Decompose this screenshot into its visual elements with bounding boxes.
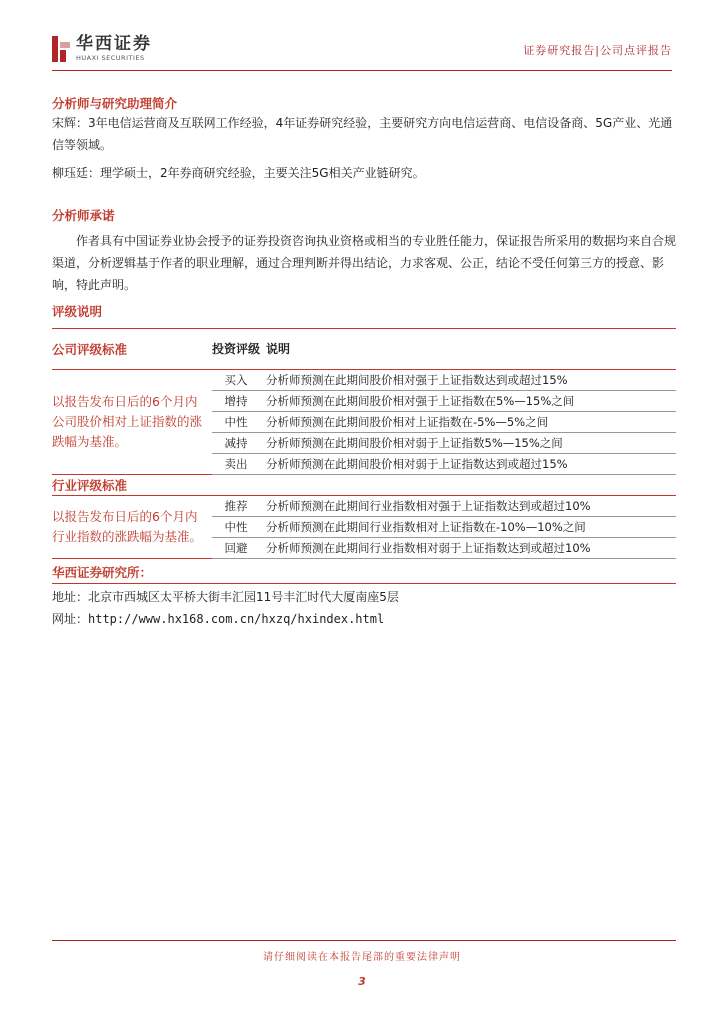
rating-description: 分析师预测在此期间股价相对弱于上证指数5%—15%之间 (260, 433, 676, 454)
institute-divider (52, 583, 676, 584)
rating-title: 评级说明 (52, 304, 103, 319)
commitment-text: 作者具有中国证券业协会授予的证券投资咨询执业资格或相当的专业胜任能力，保证报告所采用的数据均来自合规渠道，分析逻辑基于作者的职业理解，通过合理判断并得出结论，力求客观、公正，结论不受任何第三方的授意、影响，特此声明。 (52, 234, 677, 292)
report-type-label: 证券研究报告|公司点评报告 (523, 44, 672, 57)
rating-value: 回避 (212, 538, 260, 559)
rating-value: 卖出 (212, 454, 260, 475)
company-logo (52, 34, 152, 62)
page-number: 3 (358, 975, 366, 988)
logo-name-cn: 华西证券 (76, 34, 152, 54)
rating-value: 中性 (212, 517, 260, 538)
rating-value: 中性 (212, 412, 260, 433)
rating-description: 分析师预测在此期间行业指数相对强于上证指数达到或超过10% (260, 496, 676, 517)
header-divider (52, 70, 672, 71)
institute-title: 华西证券研究所： (52, 565, 153, 580)
institute-address: 地址：北京市西城区太平桥大街丰汇园11号丰汇时代大厦南座5层 (52, 590, 399, 604)
analyst-intro-p1: 宋辉：3年电信运营商及互联网工作经验，4年证券研究经验，主要研究方向电信运营商、电信设备商、5G产业、光通信等领域。 (52, 116, 673, 152)
legal-notice: 请仔细阅读在本报告尾部的重要法律声明 (263, 952, 461, 963)
industry-rating-header: 行业评级标准 (52, 475, 212, 496)
table-row (52, 370, 676, 391)
company-rating-basis: 以报告发布日后的6个月内公司股价相对上证指数的涨跌幅为基准。 (52, 370, 212, 475)
page-header (52, 28, 672, 72)
rating-description: 分析师预测在此期间股价相对强于上证指数达到或超过15% (260, 370, 676, 391)
rating-description: 分析师预测在此期间股价相对强于上证指数在5%—15%之间 (260, 391, 676, 412)
company-rating-header-row (52, 329, 676, 370)
rating-value: 增持 (212, 391, 260, 412)
rating-description: 分析师预测在此期间行业指数相对弱于上证指数达到或超过10% (260, 538, 676, 559)
logo-mark-icon (52, 34, 70, 62)
analyst-intro-title: 分析师与研究助理简介 (52, 96, 178, 111)
logo-name-en: HUAXI SECURITIES (76, 54, 145, 62)
analyst-intro-p2: 柳珏廷：理学硕士，2年券商研究经验，主要关注5G相关产业链研究。 (52, 166, 425, 180)
rating-description: 分析师预测在此期间股价相对弱于上证指数达到或超过15% (260, 454, 676, 475)
company-rating-header: 公司评级标准 (52, 329, 212, 370)
industry-rating-basis: 以报告发布日后的6个月内行业指数的涨跌幅为基准。 (52, 496, 212, 559)
industry-rating-header-row (52, 475, 676, 496)
rating-description: 分析师预测在此期间行业指数相对上证指数在-10%—10%之间 (260, 517, 676, 538)
footer-divider (52, 940, 676, 941)
rating-value: 推荐 (212, 496, 260, 517)
commitment-title: 分析师承诺 (52, 208, 115, 223)
rating-value: 减持 (212, 433, 260, 454)
table-row (52, 496, 676, 517)
rating-column-header: 投资评级 (212, 329, 260, 370)
rating-table (52, 328, 676, 559)
description-column-header: 说明 (260, 329, 676, 370)
rating-value: 买入 (212, 370, 260, 391)
institute-website[interactable]: 网址：http://www.hx168.com.cn/hxzq/hxindex.html (52, 612, 385, 626)
rating-description: 分析师预测在此期间股价相对上证指数在-5%—5%之间 (260, 412, 676, 433)
